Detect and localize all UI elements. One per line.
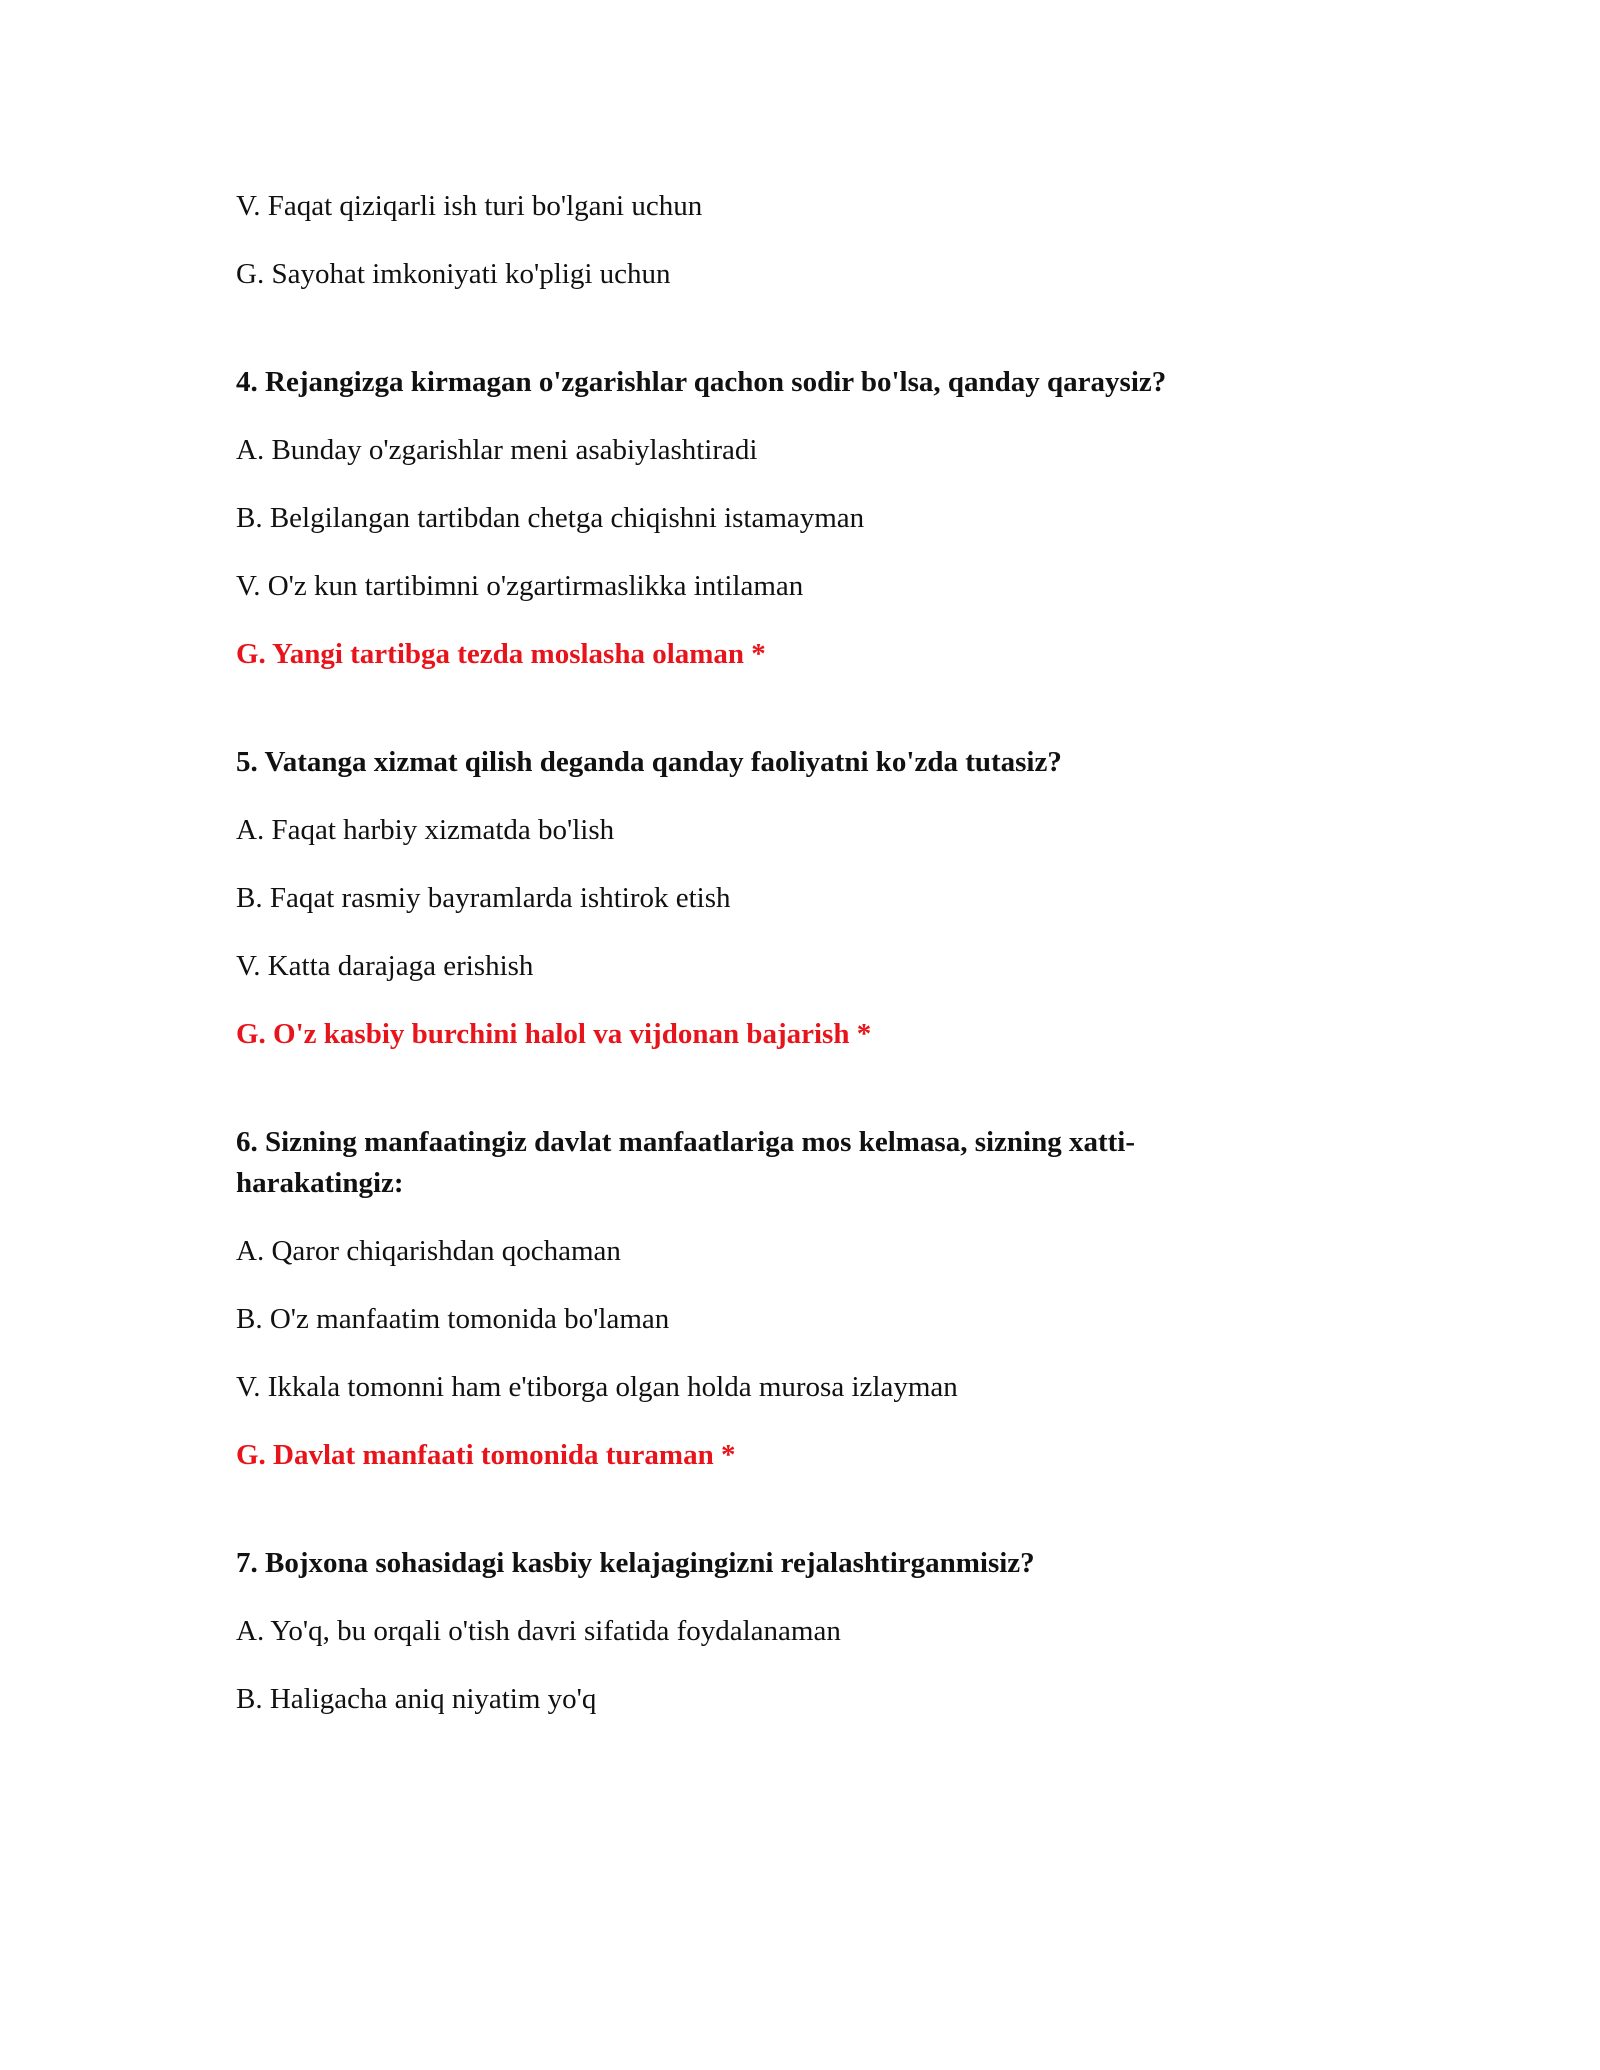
answer-option: V. O'z kun tartibimni o'zgartirmaslikka intilaman	[236, 570, 804, 602]
document-content	[236, 186, 1276, 1747]
question-5: 5. Vatanga xizmat qilish deganda qanday faoliyatni ko'zda tutasiz?	[236, 746, 1062, 778]
question-7: 7. Bojxona sohasidagi kasbiy kelajagingizni rejalashtirganmisiz?	[236, 1547, 1035, 1579]
correct-answer-option: G. Yangi tartibga tezda moslasha olaman *	[236, 638, 766, 670]
correct-answer-option: G. O'z kasbiy burchini halol va vijdonan bajarish *	[236, 1018, 872, 1050]
answer-option: B. Faqat rasmiy bayramlarda ishtirok etish	[236, 882, 731, 914]
question-4: 4. Rejangizga kirmagan o'zgarishlar qachon sodir bo'lsa, qanday qaraysiz?	[236, 366, 1167, 398]
answer-option: A. Faqat harbiy xizmatda bo'lish	[236, 814, 615, 846]
answer-option: A. Qaror chiqarishdan qochaman	[236, 1235, 621, 1267]
answer-option: B. Haligacha aniq niyatim yo'q	[236, 1683, 597, 1715]
question-6: 6. Sizning manfaatingiz davlat manfaatlariga mos kelmasa, sizning xatti-harakatingiz:	[236, 1126, 1136, 1199]
answer-option: V. Katta darajaga erishish	[236, 950, 534, 982]
answer-option: V. Faqat qiziqarli ish turi bo'lgani uchun	[236, 190, 703, 222]
answer-option: B. Belgilangan tartibdan chetga chiqishni istamayman	[236, 502, 865, 534]
answer-option: V. Ikkala tomonni ham e'tiborga olgan holda murosa izlayman	[236, 1371, 958, 1403]
answer-option: G. Sayohat imkoniyati ko'pligi uchun	[236, 258, 671, 290]
answer-option: B. O'z manfaatim tomonida bo'laman	[236, 1303, 670, 1335]
answer-option: A. Yo'q, bu orqali o'tish davri sifatida foydalanaman	[236, 1615, 841, 1647]
answer-option: A. Bunday o'zgarishlar meni asabiylashtiradi	[236, 434, 758, 466]
correct-answer-option: G. Davlat manfaati tomonida turaman *	[236, 1439, 736, 1471]
